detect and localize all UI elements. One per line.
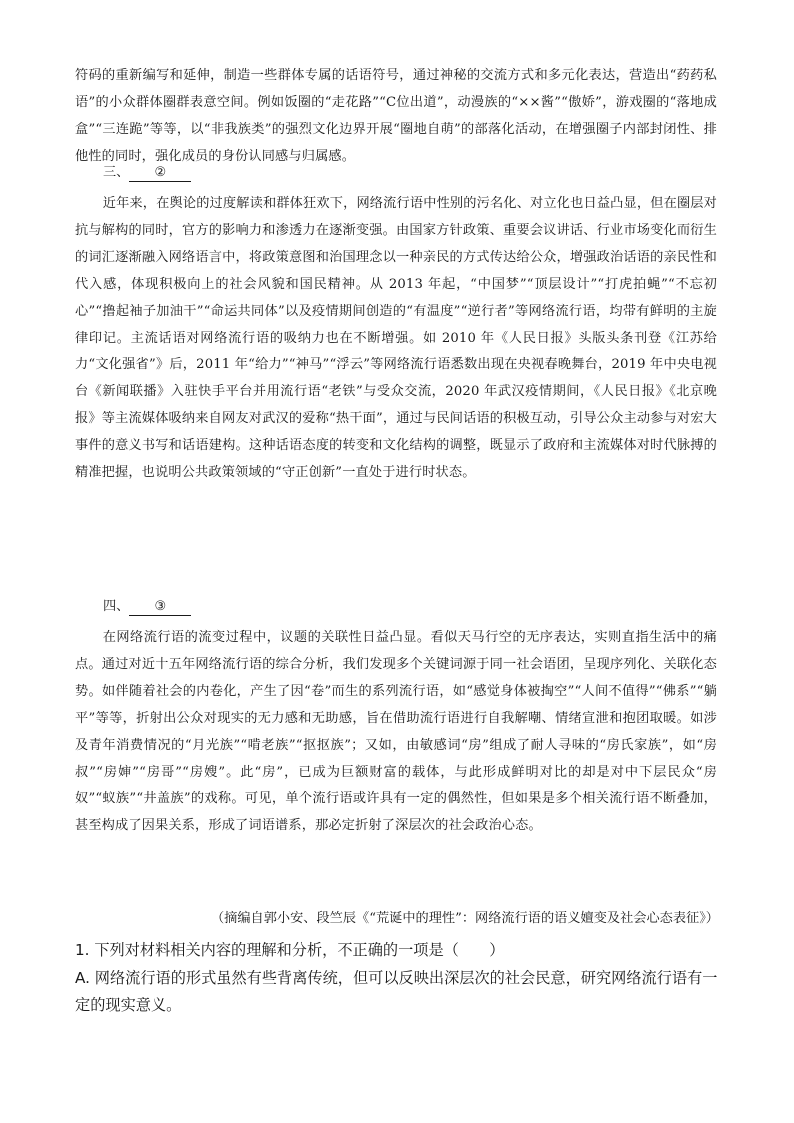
question-option-a: A. 网络流行语的形式虽然有些背离传统，但可以反映出深层次的社会民意，研究网络流行语有一定的现实意义。 bbox=[75, 969, 718, 1014]
section4-blank: ③ bbox=[129, 598, 191, 616]
section3-paragraph: 近年来，在舆论的过度解读和群体狂欢下，网络流行语中性别的污名化、对立化也日益凸显，但在圈层对抗与解构的同时，官方的影响力和渗透力在逐渐变强。由国家方针政策、重要会议讲话、行业市场变化而衍生的词汇逐渐融入网络语言中，将政策意图和治国理念以一种亲民的方式传达给公众，增强政治话语的亲民性和代入感，体现积极向上的社会风貌和国民精神。从 2013 年起，“中国梦”“顶层设计”“打虎拍蝇”“不忘初心”“撸起袖子加油干”“命运共同体”以及疫情期间创造的“有温度”“逆行者”等网络流行语，均带有鲜明的主旋律印记。主流话语对网络流行语的吸纳力也在不断增强。如 2010 年《人民日报》头版头条刊登《江苏给力“文化强省”》后，2011 年“给力”“神马”“浮云”等网络流行语悉数出现在央视春晚舞台，2019 年中央电视台《新闻联播》入驻快手平台并用流行语“老铁”与受众交流，2020 年武汉疫情期间，《人民日报》《北京晚报》等主流媒体吸纳来自网友对武汉的爱称“热干面”，通过与民间话语的积极互动，引导公众主动参与对宏大事件的意义书写和话语建构。这种话语态度的转变和文化结构的调整，既显示了政府和主流媒体对时代脉搏的精准把握，也说明公共政策领域的“守正创新”一直处于进行时状态。 bbox=[75, 196, 717, 481]
section3-heading-prefix: 三、 bbox=[103, 165, 130, 180]
source-citation: （摘编自郭小安、段竺辰《“荒诞中的理性”：网络流行语的语义嬗变及社会心态表征》） bbox=[210, 911, 719, 926]
section4-heading bbox=[103, 597, 191, 617]
question-stem: 1. 下列对材料相关内容的理解和分析，不正确的一项是（ ） bbox=[75, 941, 505, 959]
section3-blank: ② bbox=[129, 164, 191, 182]
section1-paragraph: 符码的重新编写和延伸，制造一些群体专属的话语符号，通过神秘的交流方式和多元化表达，营造出“药药私语”的小众群体圈群表意空间。例如饭圈的“走花路”“C位出道”，动漫族的“××酱”“傲娇”，游戏圈的“落地成盒”“三连跪”等等，以“非我族类”的强烈文化边界开展“圈地自萌”的部落化活动，在增强圈子内部封闭性、排他性的同时，强化成员的身份认同感与归属感。 bbox=[75, 68, 717, 164]
section4-heading-prefix: 四、 bbox=[103, 599, 130, 614]
section4-paragraph: 在网络流行语的流变过程中，议题的关联性日益凸显。看似天马行空的无序表达，实则直指生活中的痛点。通过对近十五年网络流行语的综合分析，我们发现多个关键词源于同一社会语团，呈现序列化、关联化态势。如伴随着社会的内卷化，产生了因“卷”而生的系列流行语，如“感觉身体被掏空”“人间不值得”“佛系”“躺平”等等，折射出公众对现实的无力感和无助感，旨在借助流行语进行自我解嘲、情绪宣泄和抱团取暖。如涉及青年消费情况的“月光族”“啃老族”“抠抠族”；又如，由敏感词“房”组成了耐人寻味的“房氏家族”，如“房叔”“房婶”“房哥”“房嫂”。此“房”，已成为巨额财富的载体，与此形成鲜明对比的却是对中下层民众“房奴”“蚁族”“井盖族”的戏称。可见，单个流行语或许具有一定的偶然性，但如果是多个相关流行语不断叠加，甚至构成了因果关系，形成了词语谱系，那必定折射了深层次的社会政治心态。 bbox=[75, 630, 717, 834]
section3-heading bbox=[103, 163, 191, 183]
